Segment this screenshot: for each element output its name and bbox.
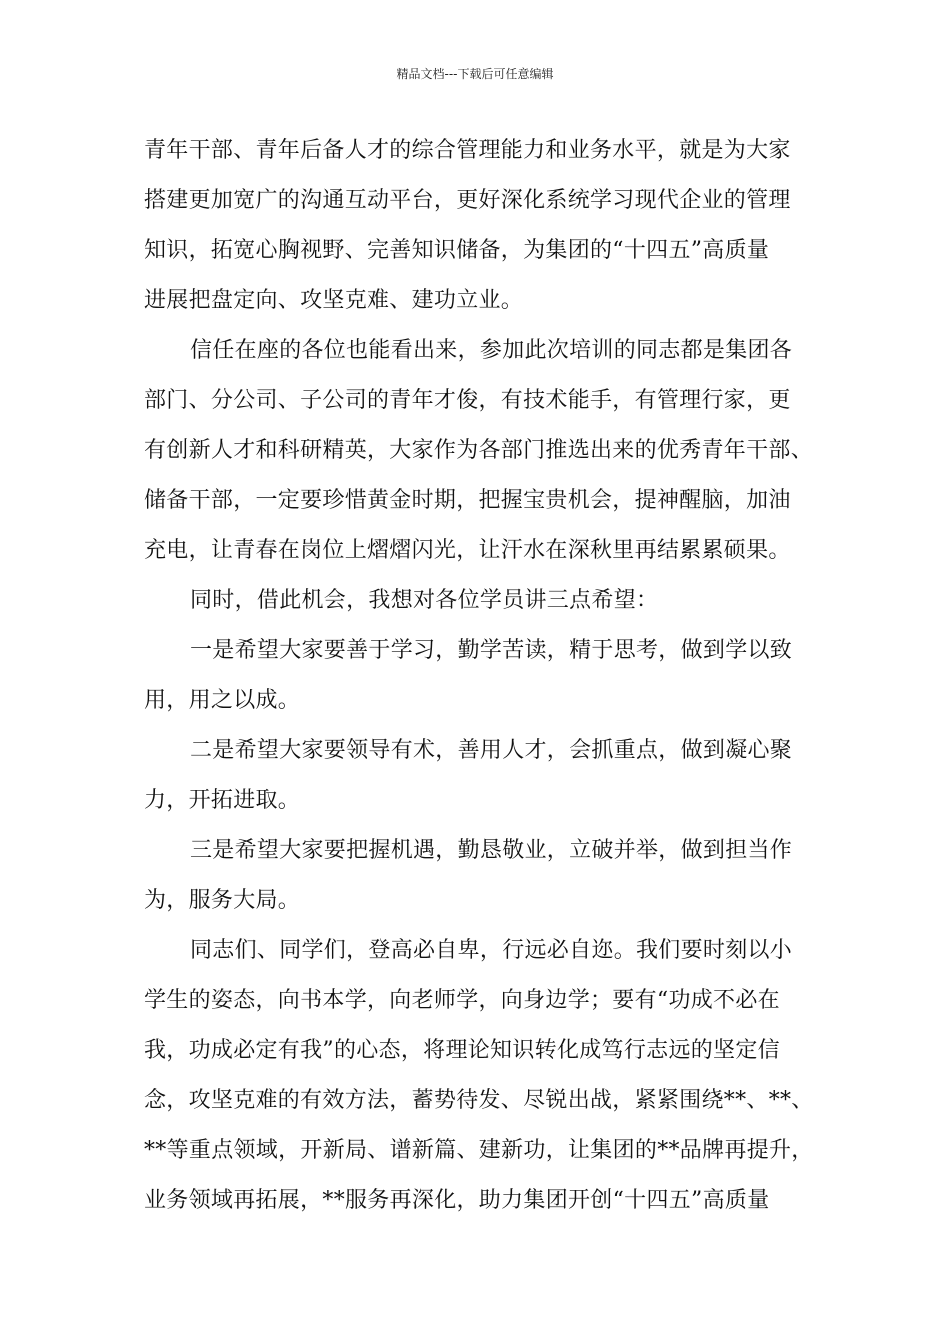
text-line: 搭建更加宽广的沟通互动平台，更好深化系统学习现代企业的管理 [144, 188, 791, 213]
text-line: 用，用之以成。 [144, 688, 301, 713]
text-line: 念，攻坚克难的有效方法，蓄势待发、尽锐出战，紧紧围绕**、**、 [144, 1088, 814, 1113]
text-line: 我，功成必定有我”的心态，将理论知识转化成笃行志远的坚定信 [144, 1038, 780, 1063]
text-line: 学生的姿态，向书本学，向老师学，向身边学；要有“功成不必在 [144, 988, 780, 1013]
text-line: 二是希望大家要领导有术，善用人才，会抓重点，做到凝心聚 [190, 738, 793, 763]
text-line: **等重点领域，开新局、谱新篇、建新功，让集团的**品牌再提升， [144, 1138, 814, 1163]
text-line: 知识，拓宽心胸视野、完善知识储备，为集团的“十四五”高质量 [144, 238, 770, 263]
text-line: 青年干部、青年后备人才的综合管理能力和业务水平，就是为大家 [144, 138, 791, 163]
text-line: 为，服务大局。 [144, 888, 301, 913]
page-header: 精品文档---下载后可任意编辑 [396, 67, 554, 81]
text-line: 进展把盘定向、攻坚克难、建功立业。 [144, 288, 524, 313]
text-line: 业务领域再拓展，**服务再深化，助力集团开创“十四五”高质量 [144, 1188, 770, 1213]
text-line: 一是希望大家要善于学习，勤学苦读，精于思考，做到学以致 [190, 638, 793, 663]
text-line: 部门、分公司、子公司的青年才俊，有技术能手，有管理行家，更 [144, 388, 791, 413]
text-line: 充电，让青春在岗位上熠熠闪光，让汗水在深秋里再结累累硕果。 [144, 538, 791, 563]
text-line: 力，开拓进取。 [144, 788, 301, 813]
text-line: 有创新人才和科研精英，大家作为各部门推选出来的优秀青年干部、 [144, 438, 814, 463]
text-line: 信任在座的各位也能看出来，参加此次培训的同志都是集团各 [190, 338, 793, 363]
text-line: 同志们、同学们，登高必自卑，行远必自迩。我们要时刻以小 [190, 938, 793, 963]
text-line: 三是希望大家要把握机遇，勤恳敬业，立破并举，做到担当作 [190, 838, 793, 863]
text-line: 储备干部，一定要珍惜黄金时期，把握宝贵机会，提神醒脑，加油 [144, 488, 791, 513]
text-line: 同时，借此机会，我想对各位学员讲三点希望： [190, 588, 659, 613]
